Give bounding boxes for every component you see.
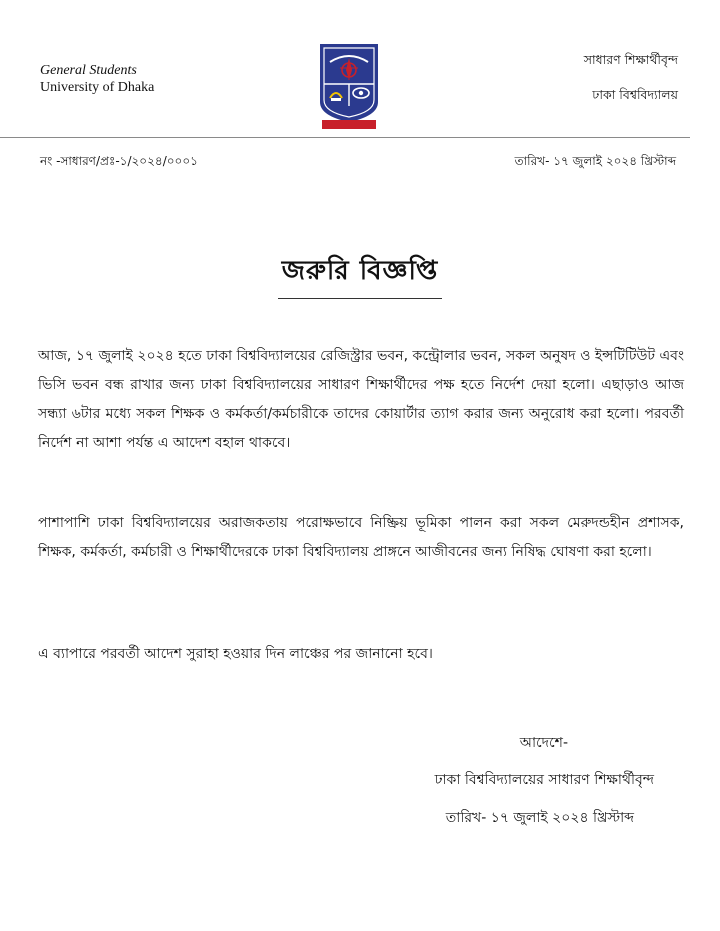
notice-paragraph-3: এ ব্যাপারে পরবর্তী আদেশ সুরাহা হওয়ার দিন লাঞ্চের পর জানানো হবে।	[38, 646, 433, 662]
header-divider	[0, 137, 690, 138]
university-seal-logo	[316, 40, 382, 130]
notice-paragraph-2: পাশাপাশি ঢাকা বিশ্ববিদ্যালয়ের অরাজকতায় পরোক্ষভাবে নিষ্ক্রিয় ভূমিকা পালন করা সকল মেরুদন্ডহীন প্রশাসক, শিক্ষক, কর্মকর্তা, কর্মচারী ও শিক্ষার্থীদেরকে ঢাকা বিশ্ববিদ্যালয় প্রাঙ্গনে আজীবনের জন্য নিষিদ্ধ ঘোষণা করা হলো।	[38, 515, 684, 560]
memo-number: নং -সাধারণ/প্রঃ-১/২০২৪/০০০১	[40, 154, 198, 168]
sender-header-bangla	[584, 52, 678, 103]
notice-title-wrap	[0, 250, 720, 299]
sender-group-english: General Students	[40, 63, 137, 78]
notice-paragraph-1: আজ, ১৭ জুলাই ২০২৪ হতে ঢাকা বিশ্ববিদ্যালয়ের রেজিস্ট্রার ভবন, কন্ট্রোলার ভবন, সকল অনুষদ ও ইন্সটিটিউট এবং ভিসি ভবন বন্ধ রাখার জন্য ঢাকা বিশ্ববিদ্যালয়ের সাধারণ শিক্ষার্থীদের পক্ষ হতে নির্দেশ দেয়া হলো। এছাড়াও আজ সন্ধ্যা ৬টার মধ্যে সকল শিক্ষক ও কর্মকর্তা/কর্মচারীকে তাদের কোয়ার্টার ত্যাগ করার জন্য অনুরোধ করা হলো। পরবর্তী নির্দেশ না আশা পর্যন্ত এ আদেশ বহাল থাকবে।	[38, 348, 684, 451]
sender-university-english: University of Dhaka	[40, 80, 155, 95]
signature-date: তারিখ- ১৭ জুলাই ২০২৪ খ্রিস্টাব্দ	[445, 810, 634, 826]
signatory: ঢাকা বিশ্ববিদ্যালয়ের সাধারণ শিক্ষার্থীবৃন্দ	[434, 772, 654, 788]
sender-header-english	[40, 62, 154, 97]
notice-title: জরুরি বিজ্ঞপ্তি	[278, 250, 443, 299]
order-label: আদেশে-	[519, 735, 568, 751]
memo-date: তারিখ- ১৭ জুলাই ২০২৪ খ্রিস্টাব্দ	[514, 154, 676, 168]
sender-group-bangla: সাধারণ শিক্ষার্থীবৃন্দ	[583, 52, 678, 67]
sender-university-bangla: ঢাকা বিশ্ববিদ্যালয়	[592, 87, 678, 102]
